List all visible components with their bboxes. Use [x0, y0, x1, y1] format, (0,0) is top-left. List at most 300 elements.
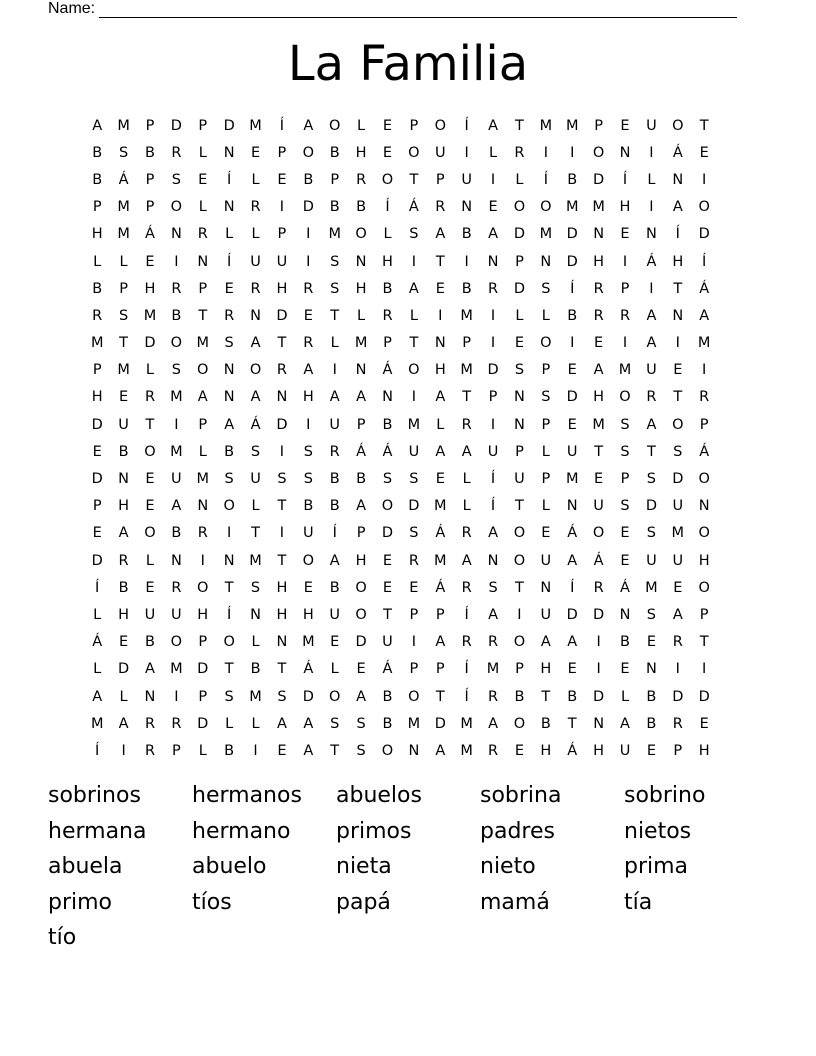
grid-cell: P	[699, 606, 709, 623]
grid-cell: E	[620, 226, 630, 243]
grid-cell: E	[303, 579, 313, 596]
grid-cell: D	[434, 715, 446, 732]
grid-cell: Í	[279, 117, 285, 134]
grid-cell: I	[279, 525, 285, 542]
grid-cell: D	[144, 335, 156, 352]
grid-cell: D	[672, 471, 684, 488]
grid-cell: S	[409, 226, 419, 243]
grid-cell: M	[196, 335, 210, 352]
word-list-item: primos	[336, 818, 412, 844]
grid-cell: U	[171, 471, 182, 488]
grid-cell: A	[461, 552, 472, 569]
name-label: Name:	[48, 0, 96, 17]
grid-cell: H	[118, 498, 130, 515]
grid-cell: D	[645, 498, 657, 515]
grid-cell: L	[119, 688, 128, 705]
grid-cell: L	[198, 199, 207, 216]
grid-cell: L	[145, 552, 155, 569]
grid-cell: Í	[464, 606, 469, 623]
grid-cell: S	[250, 443, 261, 460]
grid-cell: I	[174, 253, 179, 270]
grid-cell: E	[699, 144, 709, 161]
grid-cell: B	[620, 634, 630, 651]
grid-cell: B	[118, 443, 129, 460]
grid-cell: M	[592, 199, 605, 216]
grid-cell: S	[118, 144, 129, 161]
grid-cell: O	[170, 634, 183, 651]
grid-cell: T	[699, 634, 709, 651]
grid-cell: B	[567, 171, 578, 188]
grid-cell: E	[514, 742, 525, 759]
grid-row	[84, 194, 717, 221]
grid-cell: R	[92, 307, 103, 324]
grid-cell: M	[460, 307, 473, 324]
grid-cell: O	[672, 117, 684, 134]
grid-cell: Í	[95, 579, 100, 596]
grid-cell: D	[513, 280, 526, 297]
grid-cell: A	[408, 280, 419, 297]
grid-cell: A	[699, 307, 710, 324]
grid-cell: I	[174, 416, 179, 433]
grid-cell: L	[436, 416, 445, 433]
grid-cell: H	[276, 579, 288, 596]
grid-cell: A	[435, 226, 446, 243]
grid-cell: M	[143, 307, 157, 324]
grid-cell: N	[645, 661, 657, 678]
grid-cell: T	[435, 688, 445, 705]
grid-cell: P	[145, 171, 155, 188]
grid-cell: A	[118, 525, 129, 542]
grid-cell: D	[276, 416, 288, 433]
grid-cell: S	[356, 742, 366, 759]
grid-cell: E	[409, 579, 419, 596]
grid-cell: D	[487, 362, 499, 379]
grid-cell: E	[673, 579, 683, 596]
grid-cell: T	[673, 389, 683, 406]
grid-cell: R	[250, 199, 261, 216]
grid-cell: Á	[699, 443, 710, 460]
grid-cell: H	[91, 226, 103, 243]
grid-cell: S	[330, 253, 340, 270]
grid-cell: D	[698, 226, 710, 243]
grid-cell: P	[409, 117, 419, 134]
grid-cell: O	[197, 579, 209, 596]
grid-cell: H	[91, 389, 103, 406]
grid-cell: I	[411, 634, 417, 651]
grid-cell: R	[356, 171, 367, 188]
grid-row	[84, 248, 717, 275]
word-list-item: sobrino	[624, 783, 706, 808]
grid-cell: O	[513, 525, 526, 542]
grid-cell: R	[197, 226, 208, 243]
grid-cell: E	[119, 389, 129, 406]
grid-cell: A	[488, 117, 499, 134]
grid-cell: D	[672, 688, 684, 705]
grid-cell: A	[224, 416, 235, 433]
grid-cell: U	[276, 253, 288, 270]
grid-cell: A	[620, 715, 630, 732]
grid-cell: I	[570, 144, 575, 161]
grid-cell: I	[490, 416, 496, 433]
grid-cell: N	[276, 389, 288, 406]
grid-cell: U	[593, 498, 604, 515]
grid-cell: I	[596, 661, 601, 678]
grid-cell: H	[593, 742, 605, 759]
grid-cell: D	[197, 715, 209, 732]
grid-cell: E	[145, 498, 155, 515]
grid-cell: E	[92, 443, 102, 460]
grid-cell: L	[251, 715, 260, 732]
grid-cell: A	[197, 389, 208, 406]
grid-cell: S	[356, 715, 366, 732]
grid-cell: B	[92, 144, 103, 161]
word-list-item: padres	[480, 818, 555, 844]
grid-cell: E	[277, 171, 287, 188]
grid-cell: D	[566, 606, 578, 623]
grid-cell: R	[382, 307, 393, 324]
grid-cell: T	[277, 335, 287, 352]
grid-cell: M	[565, 199, 579, 216]
grid-cell: R	[488, 634, 499, 651]
grid-cell: U	[303, 525, 314, 542]
grid-cell: A	[435, 742, 446, 759]
grid-cell: U	[329, 416, 341, 433]
grid-cell: O	[170, 335, 183, 352]
grid-cell: L	[647, 171, 656, 188]
grid-cell: A	[356, 498, 367, 515]
grid-cell: M	[539, 226, 553, 243]
grid-cell: E	[620, 661, 630, 678]
grid-cell: H	[540, 742, 552, 759]
grid-cell: I	[570, 335, 575, 352]
grid-cell: N	[593, 715, 605, 732]
grid-cell: E	[646, 742, 656, 759]
grid-cell: A	[145, 661, 155, 678]
grid-cell: B	[303, 171, 314, 188]
grid-cell: O	[197, 362, 209, 379]
grid-cell: I	[411, 253, 417, 270]
grid-cell: Í	[490, 498, 496, 515]
grid-cell: P	[620, 280, 630, 297]
grid-cell: R	[329, 443, 340, 460]
grid-cell: L	[409, 307, 418, 324]
grid-cell: D	[197, 661, 209, 678]
grid-cell: T	[277, 552, 287, 569]
grid-cell: D	[593, 688, 605, 705]
grid-cell: M	[539, 117, 553, 134]
grid-cell: L	[383, 226, 392, 243]
grid-cell: T	[119, 335, 129, 352]
grid-cell: B	[145, 634, 155, 651]
grid-cell: U	[672, 498, 684, 515]
grid-cell: S	[330, 280, 340, 297]
grid-cell: O	[408, 144, 420, 161]
grid-cell: B	[514, 688, 525, 705]
grid-cell: M	[407, 715, 421, 732]
grid-cell: U	[672, 552, 684, 569]
grid-cell: T	[277, 661, 287, 678]
grid-cell: S	[250, 579, 261, 596]
grid-cell: Í	[95, 742, 100, 759]
grid-cell: O	[698, 471, 710, 488]
word-list-item: primo	[48, 889, 113, 915]
grid-cell: O	[329, 688, 341, 705]
grid-cell: U	[646, 552, 657, 569]
grid-cell: I	[200, 552, 205, 569]
grid-cell: R	[461, 579, 472, 596]
word-list-item: abuelos	[336, 783, 422, 808]
grid-cell: A	[329, 389, 340, 406]
grid-cell: H	[276, 606, 288, 623]
grid-cell: I	[253, 742, 258, 759]
grid-cell: N	[197, 498, 209, 515]
grid-cell: R	[672, 634, 683, 651]
grid-cell: T	[462, 389, 472, 406]
grid-cell: T	[224, 661, 234, 678]
grid-cell: S	[646, 606, 656, 623]
word-list-item: mamá	[480, 889, 550, 915]
grid-cell: T	[224, 579, 234, 596]
grid-cell: U	[461, 171, 472, 188]
grid-cell: B	[224, 443, 235, 460]
grid-cell: I	[306, 416, 311, 433]
grid-row	[84, 465, 717, 492]
grid-cell: N	[250, 307, 261, 324]
grid-cell: I	[464, 253, 469, 270]
grid-cell: H	[540, 661, 552, 678]
grid-cell: B	[461, 226, 472, 243]
grid-cell: T	[646, 443, 656, 460]
grid-cell: O	[381, 171, 394, 188]
grid-cell: O	[672, 416, 684, 433]
grid-cell: T	[330, 307, 340, 324]
grid-cell: E	[620, 117, 630, 134]
grid-row	[84, 520, 717, 547]
grid-cell: M	[90, 715, 104, 732]
grid-row	[84, 166, 717, 193]
grid-cell: I	[411, 389, 417, 406]
grid-cell: R	[171, 715, 182, 732]
grid-cell: S	[277, 688, 287, 705]
grid-cell: P	[198, 280, 208, 297]
grid-cell: S	[673, 443, 683, 460]
grid-cell: R	[461, 416, 472, 433]
grid-cell: E	[567, 362, 577, 379]
grid-cell: T	[383, 606, 392, 623]
grid-cell: U	[144, 606, 156, 623]
grid-cell: P	[92, 199, 102, 216]
word-list-item: nieta	[336, 854, 392, 879]
word-list-item: hermana	[48, 818, 147, 844]
grid-cell: O	[170, 199, 183, 216]
grid-row	[84, 357, 717, 384]
grid-cell: N	[619, 606, 631, 623]
grid-cell: Í	[227, 171, 232, 188]
grid-cell: I	[227, 525, 232, 542]
grid-cell: T	[145, 416, 155, 433]
grid-cell: L	[541, 307, 550, 324]
grid-cell: E	[435, 280, 445, 297]
grid-cell: P	[435, 661, 445, 678]
grid-row	[84, 629, 717, 656]
grid-cell: P	[515, 253, 524, 270]
grid-cell: A	[461, 443, 472, 460]
word-list-item: abuelo	[192, 854, 267, 879]
grid-cell: Á	[620, 579, 630, 596]
grid-row	[84, 601, 717, 628]
grid-cell: M	[697, 335, 711, 352]
grid-row	[84, 112, 717, 139]
grid-cell: O	[434, 117, 446, 134]
grid-cell: P	[171, 742, 181, 759]
grid-cell: P	[198, 117, 208, 134]
grid-cell: O	[513, 199, 526, 216]
grid-cell: D	[276, 307, 288, 324]
grid-cell: Á	[567, 525, 578, 542]
page-title: La Familia	[287, 36, 529, 92]
grid-cell: D	[91, 416, 103, 433]
grid-cell: A	[171, 498, 182, 515]
grid-cell: O	[144, 443, 156, 460]
grid-cell: T	[515, 579, 524, 596]
grid-cell: P	[383, 335, 392, 352]
grid-cell: S	[224, 335, 234, 352]
grid-cell: E	[224, 280, 234, 297]
grid-cell: M	[196, 471, 210, 488]
grid-row	[84, 221, 717, 248]
grid-cell: U	[540, 552, 552, 569]
grid-cell: I	[649, 199, 654, 216]
grid-cell: M	[618, 362, 632, 379]
grid-cell: L	[93, 661, 102, 678]
grid-cell: E	[541, 525, 551, 542]
grid-cell: E	[356, 661, 366, 678]
grid-cell: P	[515, 661, 524, 678]
grid-cell: L	[198, 742, 207, 759]
grid-cell: I	[596, 634, 601, 651]
grid-cell: Á	[145, 226, 155, 243]
grid-cell: N	[276, 634, 288, 651]
grid-cell: N	[250, 606, 261, 623]
grid-cell: M	[249, 117, 262, 134]
grid-cell: P	[145, 117, 155, 134]
grid-cell: T	[567, 715, 577, 732]
grid-cell: E	[567, 416, 577, 433]
grid-cell: B	[329, 144, 340, 161]
grid-cell: L	[93, 253, 102, 270]
grid-cell: Í	[227, 253, 232, 270]
grid-cell: L	[330, 335, 339, 352]
name-underline	[99, 3, 737, 18]
grid-cell: B	[329, 579, 340, 596]
grid-cell: T	[251, 525, 260, 542]
word-list-item: papá	[336, 889, 391, 915]
grid-cell: N	[355, 362, 367, 379]
grid-cell: N	[223, 552, 235, 569]
grid-cell: Í	[385, 199, 390, 216]
grid-cell: N	[672, 307, 684, 324]
grid-cell: P	[409, 606, 419, 623]
grid-cell: R	[144, 742, 156, 759]
grid-cell: B	[567, 307, 578, 324]
grid-cell: Í	[570, 280, 575, 297]
grid-row	[84, 411, 717, 438]
grid-cell: M	[460, 362, 473, 379]
grid-cell: R	[435, 199, 446, 216]
grid-cell: Á	[303, 661, 314, 678]
grid-cell: E	[250, 144, 261, 161]
grid-cell: I	[702, 171, 707, 188]
grid-cell: A	[303, 742, 314, 759]
grid-cell: B	[92, 171, 103, 188]
grid-cell: U	[250, 471, 261, 488]
word-list-item: sobrinos	[48, 783, 141, 808]
grid-cell: R	[461, 525, 472, 542]
grid-cell: P	[92, 498, 102, 515]
grid-cell: M	[249, 552, 262, 569]
grid-cell: Í	[490, 471, 496, 488]
grid-cell: Á	[118, 171, 129, 188]
grid-cell: R	[171, 280, 182, 297]
grid-cell: O	[698, 199, 710, 216]
grid-cell: H	[355, 552, 367, 569]
word-list-item: hermano	[192, 818, 291, 844]
grid-cell: O	[381, 742, 394, 759]
grid-cell: O	[355, 226, 367, 243]
grid-cell: L	[198, 144, 207, 161]
grid-cell: A	[435, 443, 446, 460]
grid-cell: D	[355, 634, 367, 651]
grid-cell: B	[646, 715, 657, 732]
grid-cell: N	[170, 226, 182, 243]
grid-cell: H	[434, 362, 446, 379]
grid-cell: O	[355, 606, 367, 623]
grid-cell: E	[620, 552, 630, 569]
grid-cell: P	[277, 144, 287, 161]
grid-cell: L	[541, 498, 550, 515]
grid-cell: O	[144, 525, 156, 542]
grid-cell: Á	[435, 579, 446, 596]
grid-cell: U	[329, 606, 341, 623]
grid-cell: N	[408, 742, 420, 759]
grid-cell: H	[197, 606, 209, 623]
grid-cell: O	[513, 634, 526, 651]
grid-cell: U	[382, 634, 393, 651]
grid-cell: T	[594, 443, 604, 460]
grid-cell: L	[251, 634, 260, 651]
grid-cell: U	[646, 362, 657, 379]
grid-cell: Á	[646, 253, 657, 270]
grid-cell: A	[356, 389, 367, 406]
grid-cell: S	[171, 171, 181, 188]
grid-cell: R	[118, 552, 129, 569]
grid-cell: P	[330, 171, 340, 188]
grid-cell: O	[408, 688, 420, 705]
grid-cell: D	[118, 661, 130, 678]
grid-cell: Á	[356, 443, 367, 460]
grid-cell: U	[487, 443, 499, 460]
grid-cell: E	[382, 144, 393, 161]
grid-cell: R	[171, 144, 182, 161]
grid-cell: D	[566, 253, 578, 270]
grid-cell: P	[356, 416, 366, 433]
grid-cell: O	[302, 552, 315, 569]
grid-cell: B	[646, 688, 657, 705]
grid-cell: U	[171, 606, 182, 623]
grid-cell: M	[117, 199, 130, 216]
grid-cell: L	[462, 471, 471, 488]
grid-cell: L	[462, 498, 471, 515]
